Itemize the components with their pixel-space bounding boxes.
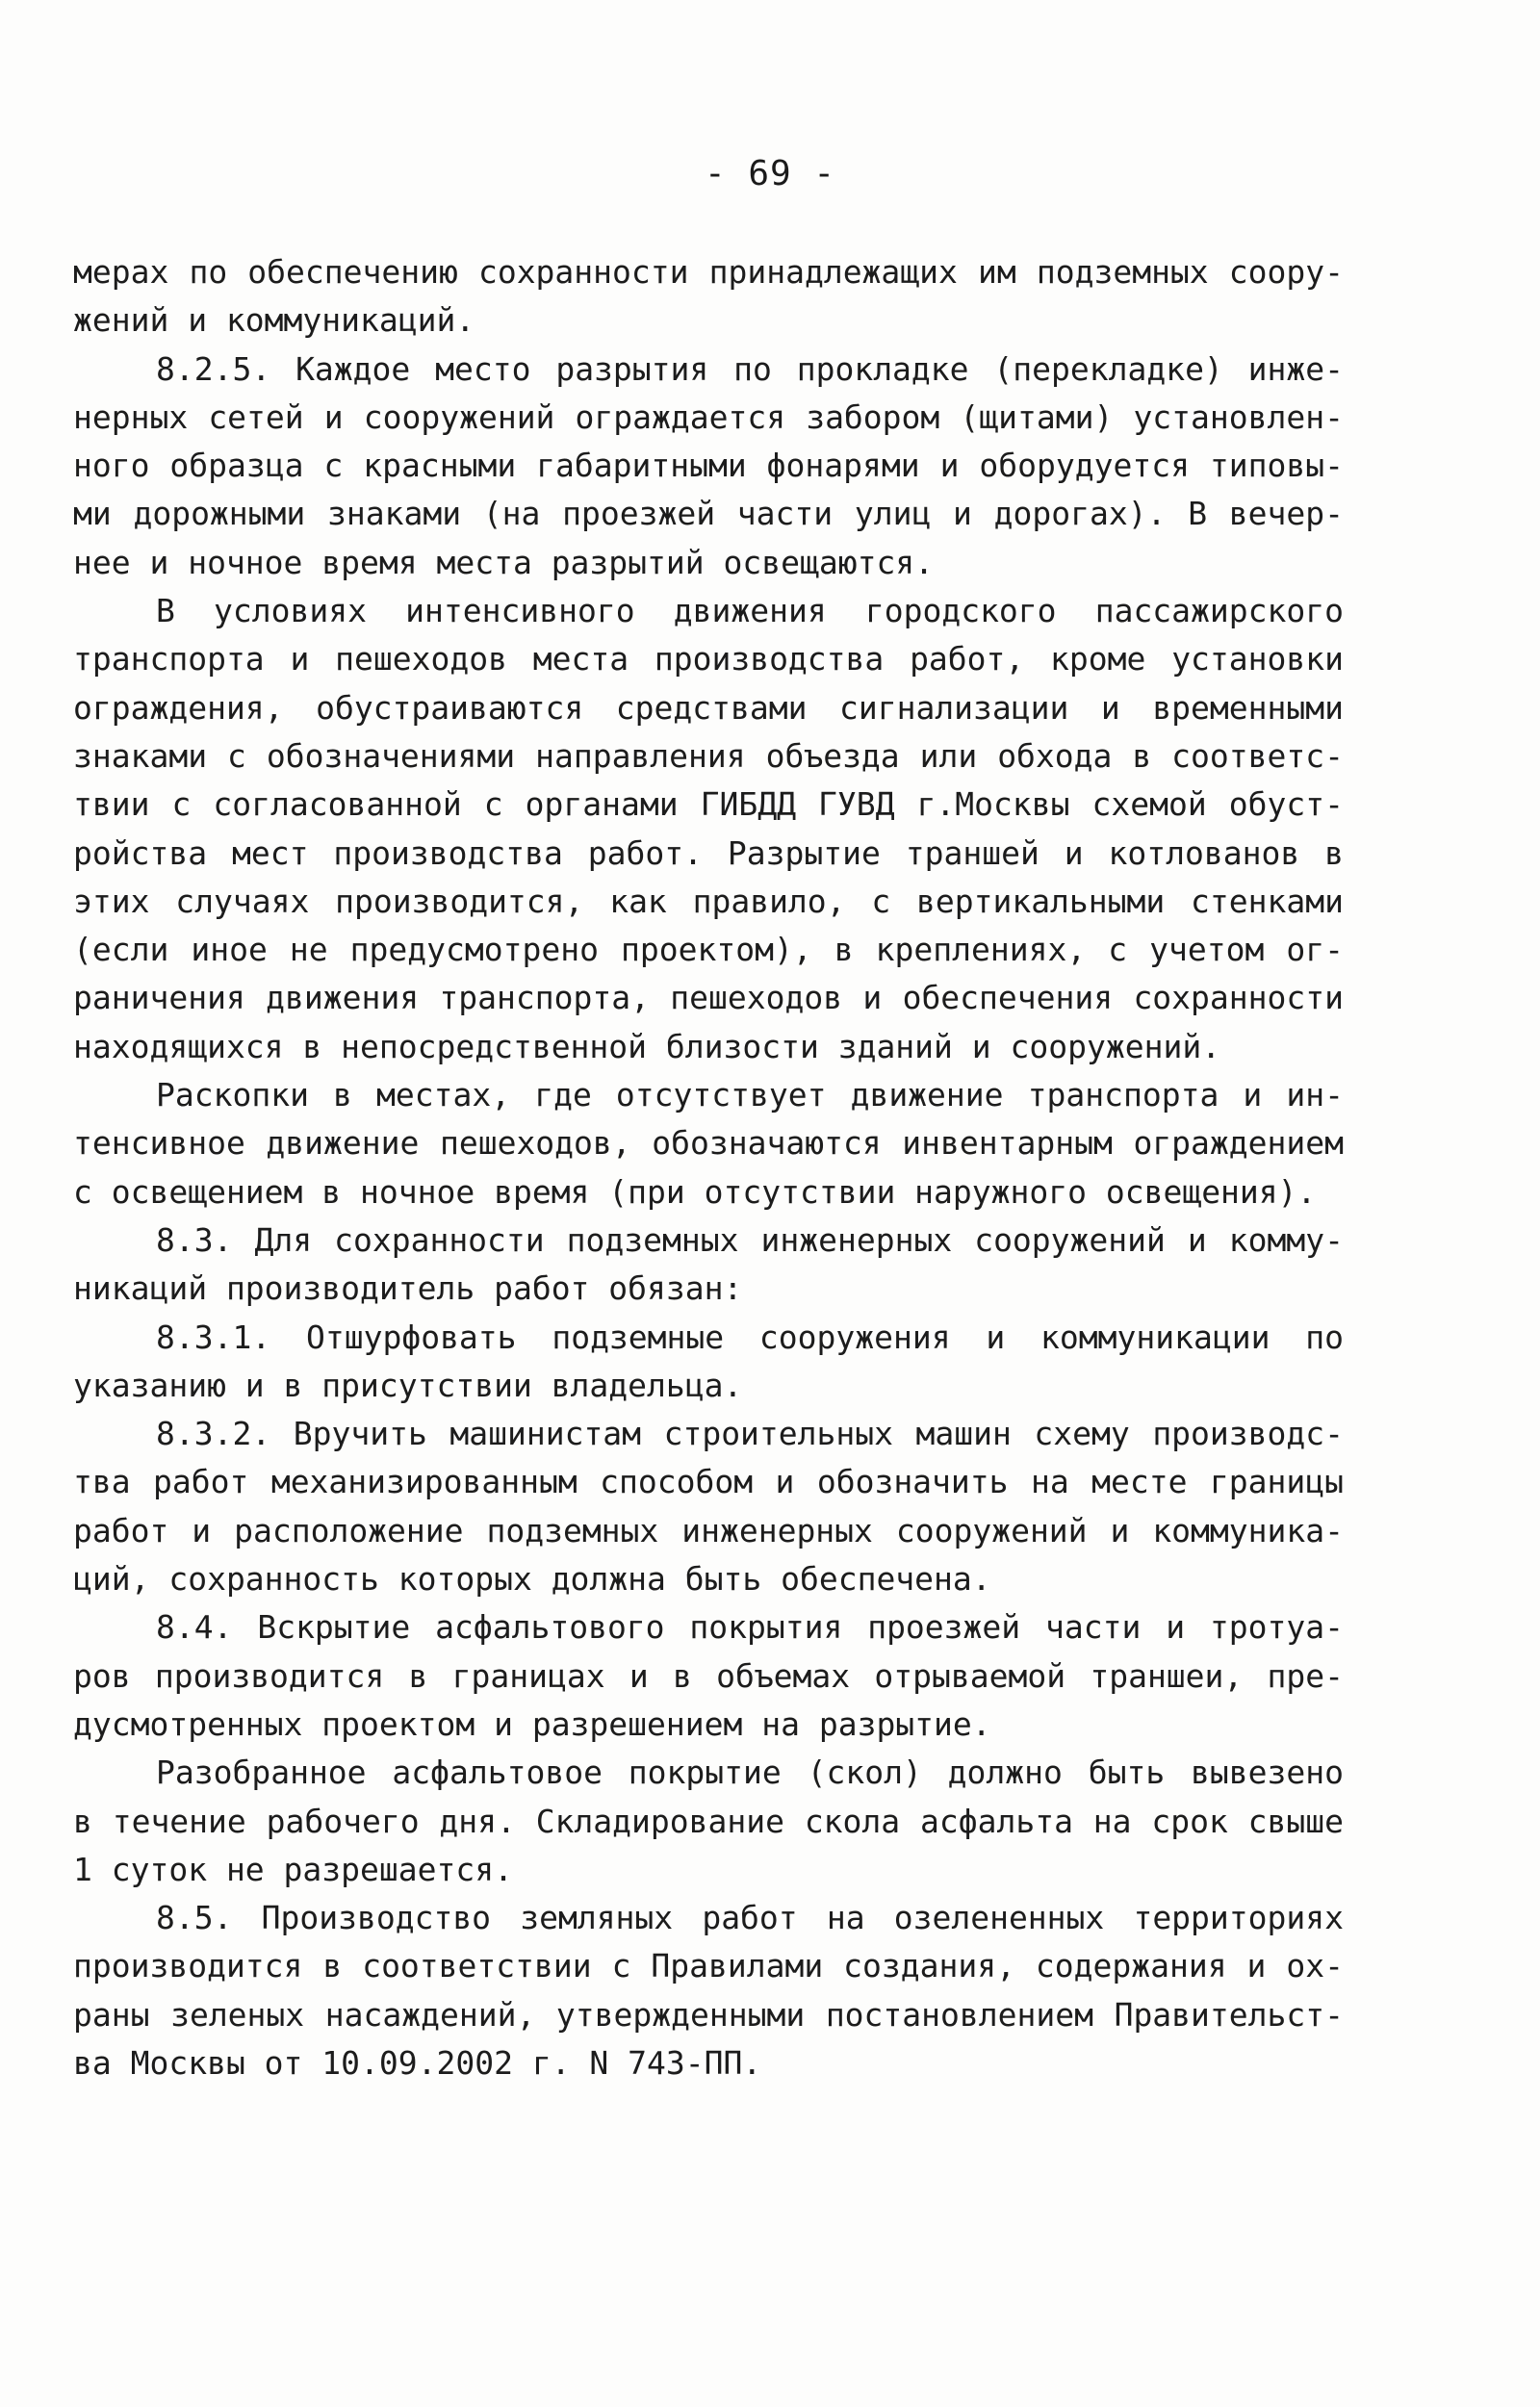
text-line: транспорта и пешеходов места производства работ, кроме установки xyxy=(73,640,1344,679)
text-line: ций, сохранность которых должна быть обеспечена. xyxy=(73,1560,991,1599)
body-text xyxy=(73,248,1344,2087)
text-line: дусмотренных проектом и разрешением на разрытие. xyxy=(73,1704,991,1743)
text-line: нее и ночное время места разрытий освещаются. xyxy=(73,543,935,581)
text-line: тва работ механизированным способом и обозначить на месте границы xyxy=(73,1463,1344,1501)
text-line: ров производится в границах и в объемах отрываемой траншеи, пре- xyxy=(73,1656,1344,1695)
text-line: ройства мест производства работ. Разрытие траншей и котлованов в xyxy=(73,833,1344,872)
text-line: 8.3.2. Вручить машинистам строительных машин схему производс- xyxy=(156,1415,1344,1453)
text-line: ва Москвы от 10.09.2002 г. N 743-ПП. xyxy=(73,2043,762,2082)
text-line: указанию и в присутствии владельца. xyxy=(73,1366,743,1404)
text-line: мерах по обеспечению сохранности принадлежащих им подземных соору- xyxy=(73,253,1344,291)
text-line: с освещением в ночное время (при отсутствии наружного освещения). xyxy=(73,1172,1317,1211)
text-line: находящихся в непосредственной близости зданий и сооружений. xyxy=(73,1027,1221,1065)
text-line: работ и расположение подземных инженерных сооружений и коммуника- xyxy=(73,1511,1344,1549)
text-line: 8.3. Для сохранности подземных инженерных сооружений и комму- xyxy=(156,1220,1344,1259)
text-line: тенсивное движение пешеходов, обозначаются инвентарным ограждением xyxy=(73,1124,1344,1163)
text-line: ного образца с красными габаритными фонарями и оборудуется типовы- xyxy=(73,447,1344,485)
text-line: раны зеленых насаждений, утвержденными постановлением Правительст- xyxy=(73,1995,1344,2034)
text-line: раничения движения транспорта, пешеходов и обеспечения сохранности xyxy=(73,979,1344,1017)
text-line: производится в соответствии с Правилами создания, содержания и ох- xyxy=(73,1947,1344,1985)
page-number: - 69 - xyxy=(704,154,836,193)
text-line: твии с согласованной с органами ГИБДД ГУВД г.Москвы схемой обуст- xyxy=(73,785,1344,824)
text-line: В условиях интенсивного движения городского пассажирского xyxy=(156,592,1344,630)
text-line: ограждения, обустраиваются средствами сигнализации и временными xyxy=(73,688,1344,727)
text-line: ми дорожными знаками (на проезжей части улиц и дорогах). В вечер- xyxy=(73,495,1344,533)
text-line: знаками с обозначениями направления объезда или обхода в соответс- xyxy=(73,736,1344,775)
text-line: (если иное не предусмотрено проектом), в креплениях, с учетом ог- xyxy=(73,931,1344,969)
text-line: жений и коммуникаций. xyxy=(73,301,475,340)
text-line: Раскопки в местах, где отсутствует движение транспорта и ин- xyxy=(156,1076,1344,1114)
text-line: 8.4. Вскрытие асфальтового покрытия проезжей части и тротуа- xyxy=(156,1608,1344,1647)
text-line: 8.2.5. Каждое место разрытия по прокладке (перекладке) инже- xyxy=(156,349,1344,388)
text-line: в течение рабочего дня. Складирование скола асфальта на срок свыше xyxy=(73,1802,1344,1840)
text-line: 8.3.1. Отшурфовать подземные сооружения и коммуникации по xyxy=(156,1318,1344,1356)
text-line: никаций производитель работ обязан: xyxy=(73,1269,743,1308)
text-line: 8.5. Производство земляных работ на озелененных территориях xyxy=(156,1899,1344,1937)
text-line: 1 суток не разрешается. xyxy=(73,1850,513,1888)
text-line: нерных сетей и сооружений ограждается забором (щитами) установлен- xyxy=(73,397,1344,436)
text-line: этих случаях производится, как правило, с вертикальными стенками xyxy=(73,882,1344,920)
text-line: Разобранное асфальтовое покрытие (скол) должно быть вывезено xyxy=(156,1754,1344,1792)
